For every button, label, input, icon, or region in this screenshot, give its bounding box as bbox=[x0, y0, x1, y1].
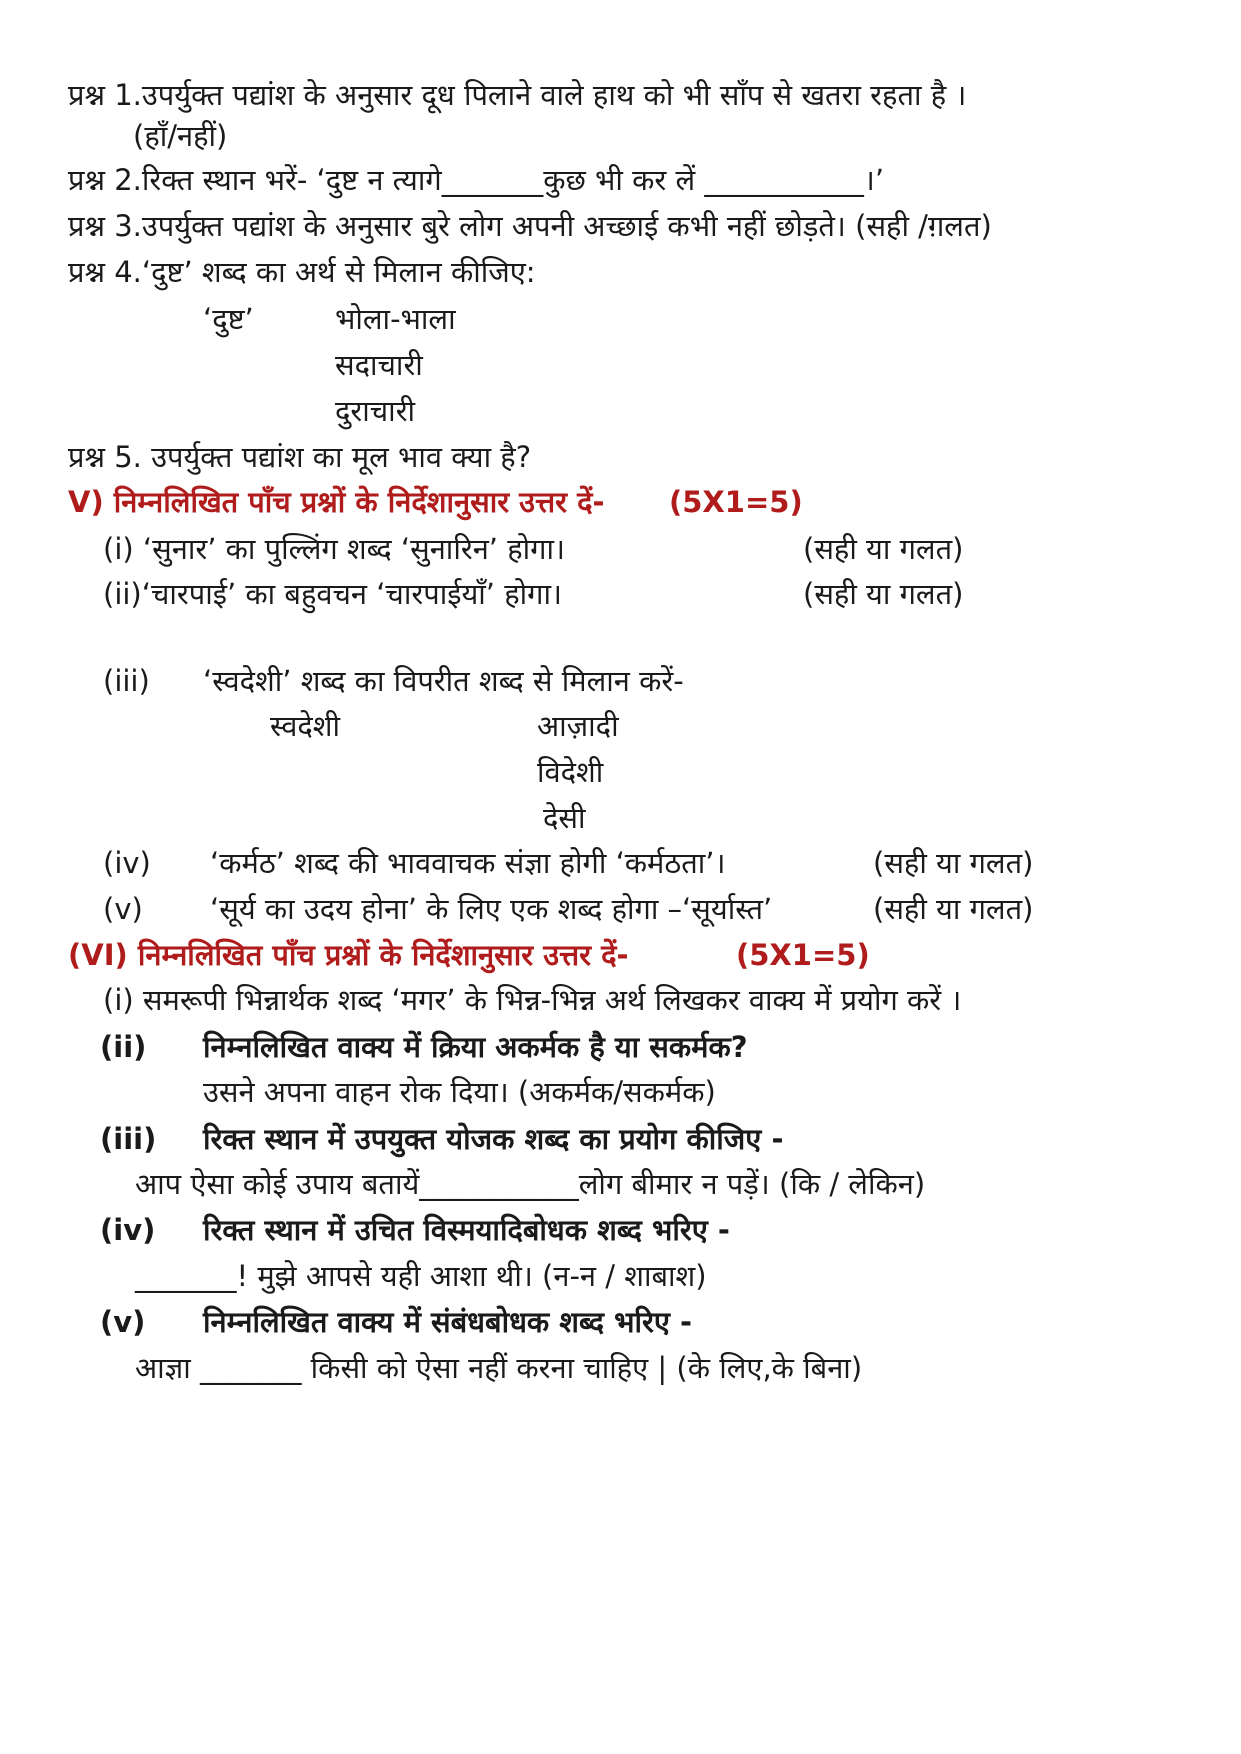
question-4-option: सदाचारी bbox=[335, 348, 423, 382]
section-6-q4-number: (iv) bbox=[100, 1213, 156, 1247]
section-6-q5-number: (v) bbox=[100, 1305, 146, 1339]
section-5-q3-number: (iii) bbox=[103, 664, 150, 698]
section-6-q1: (i) समरूपी भिन्नार्थक शब्द ‘मगर’ के भिन्न-भिन्न अर्थ लिखकर वाक्य में प्रयोग करें । bbox=[103, 983, 962, 1017]
section-5-q4-option: (सही या गलत) bbox=[873, 846, 1034, 880]
section-5-marks: (5X1=5) bbox=[669, 485, 803, 519]
section-6-q3-line: आप ऐसा कोई उपाय बतायें___________लोग बीमार न पड़ें। (कि / लेकिन) bbox=[135, 1167, 926, 1201]
section-6-q4-title: रिक्त स्थान में उचित विस्मयादिबोधक शब्द भरिए - bbox=[203, 1213, 730, 1247]
question-2: प्रश्न 2.रिक्त स्थान भरें- ‘दुष्ट न त्यागे_______कुछ भी कर लें ___________।’ bbox=[68, 163, 885, 197]
section-5-q3-option: विदेशी bbox=[537, 755, 604, 789]
section-6-q2-number: (ii) bbox=[100, 1030, 147, 1064]
section-5-q5-text: ‘सूर्य का उदय होना’ के लिए एक शब्द होगा –‘सूर्यास्त’ bbox=[210, 892, 773, 926]
section-6-q3-number: (iii) bbox=[100, 1122, 157, 1156]
question-4-option: भोला-भाला bbox=[335, 302, 456, 336]
section-5-q3-option: आज़ादी bbox=[537, 709, 619, 743]
section-6-q3-title: रिक्त स्थान में उपयुक्त योजक शब्द का प्रयोग कीजिए - bbox=[203, 1122, 784, 1156]
question-1: प्रश्न 1.उपर्युक्त पद्यांश के अनुसार दूध पिलाने वाले हाथ को भी साँप से खतरा रहता है । bbox=[68, 78, 967, 112]
section-5-q5-option: (सही या गलत) bbox=[873, 892, 1034, 926]
section-5-q3-text: ‘स्वदेशी’ शब्द का विपरीत शब्द से मिलान करें- bbox=[203, 664, 684, 698]
section-5-heading: V) निम्नलिखित पाँच प्रश्नों के निर्देशानुसार उत्तर दें- bbox=[68, 485, 605, 519]
section-6-heading: (VI) निम्नलिखित पाँच प्रश्नों के निर्देशानुसार उत्तर दें- bbox=[68, 938, 629, 972]
section-6-q4-line: _______! मुझे आपसे यही आशा थी। (न-न / शाबाश) bbox=[135, 1259, 707, 1293]
section-5-item-option: (सही या गलत) bbox=[803, 577, 964, 611]
section-6-q2-line: उसने अपना वाहन रोक दिया। (अकर्मक/सकर्मक) bbox=[203, 1075, 716, 1109]
section-6-q5-title: निम्नलिखित वाक्य में संबंधबोधक शब्द भरिए - bbox=[203, 1305, 693, 1339]
section-5-q4-number: (iv) bbox=[103, 846, 151, 880]
question-4-option: दुराचारी bbox=[335, 394, 416, 428]
section-5-item: (ii)‘चारपाई’ का बहुवचन ‘चारपाईयाँ’ होगा। bbox=[103, 577, 562, 611]
question-3: प्रश्न 3.उपर्युक्त पद्यांश के अनुसार बुरे लोग अपनी अच्छाई कभी नहीं छोड़ते। (सही /ग़लत) bbox=[68, 209, 992, 243]
question-5: प्रश्न 5. उपर्युक्त पद्यांश का मूल भाव क्या है? bbox=[68, 440, 532, 474]
section-6-marks: (5X1=5) bbox=[736, 938, 870, 972]
section-5-q3-option: देसी bbox=[543, 801, 586, 835]
section-5-item-option: (सही या गलत) bbox=[803, 532, 964, 566]
section-5-q4-text: ‘कर्मठ’ शब्द की भाववाचक संज्ञा होगी ‘कर्मठता’। bbox=[210, 846, 726, 880]
section-6-q2-title: निम्नलिखित वाक्य में क्रिया अकर्मक है या सकर्मक? bbox=[203, 1030, 748, 1064]
section-5-q3-word: स्वदेशी bbox=[270, 709, 341, 743]
question-1-options: (हाँ/नहीं) bbox=[133, 119, 228, 153]
section-6-q5-line: आज्ञा _______ किसी को ऐसा नहीं करना चाहिए | (के लिए,के बिना) bbox=[135, 1351, 863, 1385]
section-5-item: (i) ‘सुनार’ का पुल्लिंग शब्द ‘सुनारिन’ होगा। bbox=[103, 532, 565, 566]
question-4: प्रश्न 4.‘दुष्ट’ शब्द का अर्थ से मिलान कीजिए: bbox=[68, 255, 536, 289]
question-4-word: ‘दुष्ट’ bbox=[203, 302, 254, 336]
section-5-q5-number: (v) bbox=[103, 892, 143, 926]
